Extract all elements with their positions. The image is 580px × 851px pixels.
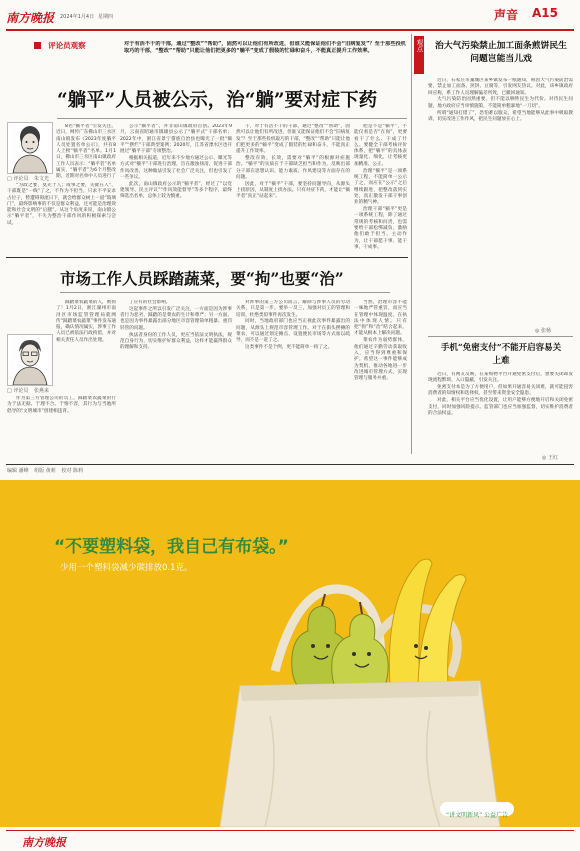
masthead-date: 2024年1月4日 [60, 14, 95, 20]
paragraph: 踩踏菜农蔬菜的人，被拘了！1月2日，浙江湖州市南浔区市场监管管理局就网传“踩踏菜农蔬菜”事件发布通报，确认情况属实，涉事工作人员已被依法行政拘留，并对相关责任人员作出处理。 [56, 300, 116, 343]
masthead-rule [6, 29, 574, 31]
author-label-2: 评论员 [13, 388, 29, 394]
paragraph: 因此，对于“躺平”干部，要坚持问题导向，从源头上找原因，从制度上找办法。只有对症下药，才能让“躺平者”真正“站起来”。 [236, 181, 350, 200]
paragraph: 治理“躺平”是一项系统工程，不能简单一公示了之，而应在“公示”之后继续跟进，把整改落到实处，真正激发干部干事创业的精气神。 [354, 168, 407, 206]
article1-col4 [354, 124, 407, 251]
ad-illustration [180, 536, 510, 827]
paragraph: 了应有的社会影响。 [129, 300, 171, 305]
page-number: A15 [532, 6, 558, 20]
author-byline-2 [7, 387, 49, 394]
author-name-1: 朱文光 [33, 176, 49, 182]
article1-col2 [120, 124, 232, 251]
article1-col1-top [56, 124, 116, 180]
paragraph: 对涉事的第三方公司而言，解除与涉事人员的劳动关系，只是第一步。要举一反三，加强对员工的管理和培训，杜绝类似事件再次发生。 [236, 300, 350, 318]
paragraph: 把是不是“躺平”，不能仅看是否“在岗”，更要看干了什么、干成了什么。要健全干部考核评价体系，把“躺平”的具体表现量化、细化，让考核更加精准、公正。 [354, 124, 407, 167]
paragraph: 这类事件不是个例，更不能简单一拘了之。 [245, 345, 333, 351]
paragraph: 近日，石家庄市藁城区某乡镇发布一纸通知，称因大气污染防治需要，禁止加工面条、煎饼、豆腐等，引发网友热议。对此，该乡镇政府回应称，系工作人员理解偏差所致，已撤回通知。 [428, 78, 573, 96]
article1-title-rule [57, 118, 407, 119]
paragraph: 治理干部“躺平”更是一项系统工程，除了通过常规的考核和问责，也需要给干部松绑减负，激励他们敢于担当、主动作为，让干部愿干事、能干事、干成事。 [354, 207, 407, 250]
paragraph: 同时，当地政府部门也应当正视此次事件暴露出的问题，从源头上规范市容管理工作。对于在街头摆摊的菜农，可以通过划定摊点、设置便民市场等方式加以疏导，而不是一赶了之。 [236, 319, 350, 344]
author-byline-1 [7, 175, 49, 182]
ad-badge-label: “讲文明新风” 公益广告 [446, 812, 509, 819]
article2-col4 [354, 300, 407, 452]
opinion1-signature: ◎ 张杨 [535, 328, 551, 334]
paragraph: 作为第三方管理公司的员工，踩踏菜农蔬菜的行为于法无据、于理不合、于情不容，其行为与当地所倡导的“文明城市”创建相违背。 [7, 396, 116, 414]
author-photo-2 [7, 334, 53, 386]
staff-design: 组版 黄莉 [34, 468, 56, 474]
byline-icon: □ [7, 176, 12, 182]
article1-col1-bottom [7, 183, 116, 251]
paragraph: 菜农作为弱势群体，他们通过辛勤劳动获取收入，应当得到尊重和保护。希望这一事件能够成为契机，推动各地进一步改进城市管理方式，实现管理与服务并重。 [354, 338, 407, 382]
paragraph: “为政之要，莫先于人；成事之要，关键在人”，干部既是“一线”了之，不作为不担当，只求不平安求占位子，暂遭碍碍流日下，就会给群众树上一道“玻璃门”，最终影响事的不仅是群众利益，还可能是治理效能和社会文明的“后腿”。从这个角度来说，南山镇公示“躺平者”，不失为整治干部作风的积极探索与尝试。 [7, 183, 116, 226]
article2-col2 [120, 300, 232, 452]
paragraph: 根据相关报道，近年来不少地方通过公示、曝光等方式对“躺平”干部进行治理，旨在激浊扬清、促进干部作风改善。这种做法引发了社会广泛关注，但也引发了一些争议。 [120, 156, 232, 180]
footer-logo: 南方晚报 [22, 836, 66, 849]
footer-rule [6, 830, 574, 831]
paragraph: 执法者身份的工作人员，更应当依法文明执法，规范自身行为，切实维护好群众利益，这样才能赢得群众的理解和支持。 [120, 332, 232, 351]
lead-quote: 对于有活不干的干部，通过“整改”“帮助”，固然可以让他们有所改进，但谁又能保证他们不会“旧病复发”？至于那些投机取巧的干部，“整改”“帮助”只能让他们把更多的“躺平”变成了假装的忙碌和奋斗，不能真正提升工作效率。 [124, 41, 406, 55]
paragraph: 这起事件之所以引发广泛关注，一方面是因为涉事者行为恶劣，踩踏的是菜农的生计和尊严；另一方面，也是因为事件暴露出部分地区市容管理简单粗暴、重罚轻管的问题。 [120, 306, 232, 331]
opinion2-body [428, 372, 573, 452]
ad-panel [0, 480, 580, 827]
paragraph: 当然，治理市容不能一味地严管重罚，而应当在管理中体现温度、在执法中体现人情。只有把“拘”和“治”结合起来，才能从根本上解决问题。 [354, 300, 407, 337]
paragraph: 干，对于有活不干的干部，通过“整改”“帮助”，固然可以让他们有所改进，但谁又能保证他们不会“旧病复发”？至于那些投机取巧的干部，“整改”“帮助”只能让他们把更多的“躺平”变成了假装的忙碌和奋斗，不能真正提升工作效率。 [236, 124, 350, 155]
section-name: 声音 [494, 8, 519, 22]
sidebar-divider [411, 34, 412, 454]
article1-title: “躺平”人员被公示，治“躺”要对症下药 [57, 90, 378, 111]
article2-col3 [236, 300, 350, 452]
author-name-2: 张燕来 [33, 388, 49, 394]
staff-proof: 校对 陈莉 [61, 468, 83, 474]
column-tag [34, 35, 86, 54]
paragraph: 此次，南山镇政府公示的“躺平者”，经过了“以党建领导、民主评议”“作风效能督导”等多个程序，最终筛选出名单，总体上较为慎重。 [120, 181, 232, 200]
ad-badge [440, 802, 514, 819]
staff-rule [6, 464, 574, 465]
paragraph: 公示“躺平者”，并非南山镇政府首创。2023年9月，云南省昭通市镇雄县公示了“躺平式”干部名单；2022年中，浙江省景宁畲族自治县也曝光了一批“躺平”“摆烂”干部典型案例；2020年，江苏省溧水区也开展过“躺平干部”专项整治。 [120, 124, 232, 155]
opinion2-signature: ◎ 王红 [542, 455, 558, 461]
article2-title-rule [60, 292, 390, 293]
opinion1-body [428, 78, 573, 328]
masthead [0, 0, 580, 32]
column-tag-icon [34, 42, 41, 49]
paragraph: 整改有效、长效，需要对“躺平”的根源对症施治。“躺平”的实质在于干部缺乏担当和作为，反映出部分干部在思想认识、能力素质、作风建设等方面存在的问题。 [236, 156, 350, 180]
article2-title: 市场工作人员踩踏蔬菜，要“拘”也要“治” [60, 269, 344, 288]
paragraph: 免密支付本是为了方便用户，但如果开通容易关闭难，就可能侵害消费者的知情权和选择权，甚至带来资金安全隐患。 [428, 385, 573, 397]
paragraph: 对此，相关平台应当优化设置，让用户能够方便地开启和关闭免密支付，同时加强风险提示。监管部门也应当加强监督，切实维护消费者的合法权益。 [428, 398, 573, 416]
sidebar-tag-label: 观点 [415, 39, 424, 52]
opinion2-title: 手机“免密支付”不能开启容易关上难 [440, 343, 562, 366]
section-divider [6, 257, 408, 258]
paragraph: 所谓“通知打错了”，恐怕难以服众。希望当地能够从此事中吸取教训，切实改进工作作风，把民生问题放在心上。 [428, 110, 573, 122]
article2-col1-bottom [7, 396, 116, 452]
ad-subline: 少用一个塑料袋减少碳排放0.1克。 [60, 563, 193, 573]
paragraph: 近日，有网友反映，在某购物平台开通免密支付后，想要关闭却发现流程繁琐、入口隐蔽，引发关注。 [428, 372, 573, 384]
opinion1-title: 治大气污染禁止加工面条煎饼民生问题岂能当儿戏 [435, 41, 567, 64]
staff-editor: 编辑 潘峰 [7, 468, 29, 474]
author-photo-1 [7, 122, 53, 174]
byline-icon: □ [7, 388, 12, 394]
ad-headline: “不要塑料袋，我自己有布袋。” [54, 537, 289, 557]
article2-col1-top [56, 300, 116, 388]
author-label-1: 评论员 [13, 176, 29, 182]
article1-col3 [236, 124, 350, 251]
masthead-logo: 南方晚报 [6, 11, 55, 25]
column-tag-label: 评论员观察 [48, 41, 86, 50]
staff-credits [7, 467, 83, 474]
sidebar-separator [428, 336, 573, 337]
paragraph: 8名“躺平者”引发关注。近日，网传广东佛山市三水区南山镇发布《2023年度躺平人员处置名单公示》，共有8人上榜“躺平者”名单。1月1日，佛山市三水区南山镇政府工作人员表示：“躺平者”名单属实，“躺平者”为6个月整改期，近期对名单中人员进行了 [56, 124, 116, 180]
sidebar-tag [414, 36, 424, 74]
paragraph: 大气污染防治固然重要，但不能以牺牲民生为代价。对待民生问题，地方政府应当审慎施策，不能简单粗暴地“一刀切”。 [428, 97, 573, 109]
masthead-weekday: 星期四 [98, 14, 114, 20]
